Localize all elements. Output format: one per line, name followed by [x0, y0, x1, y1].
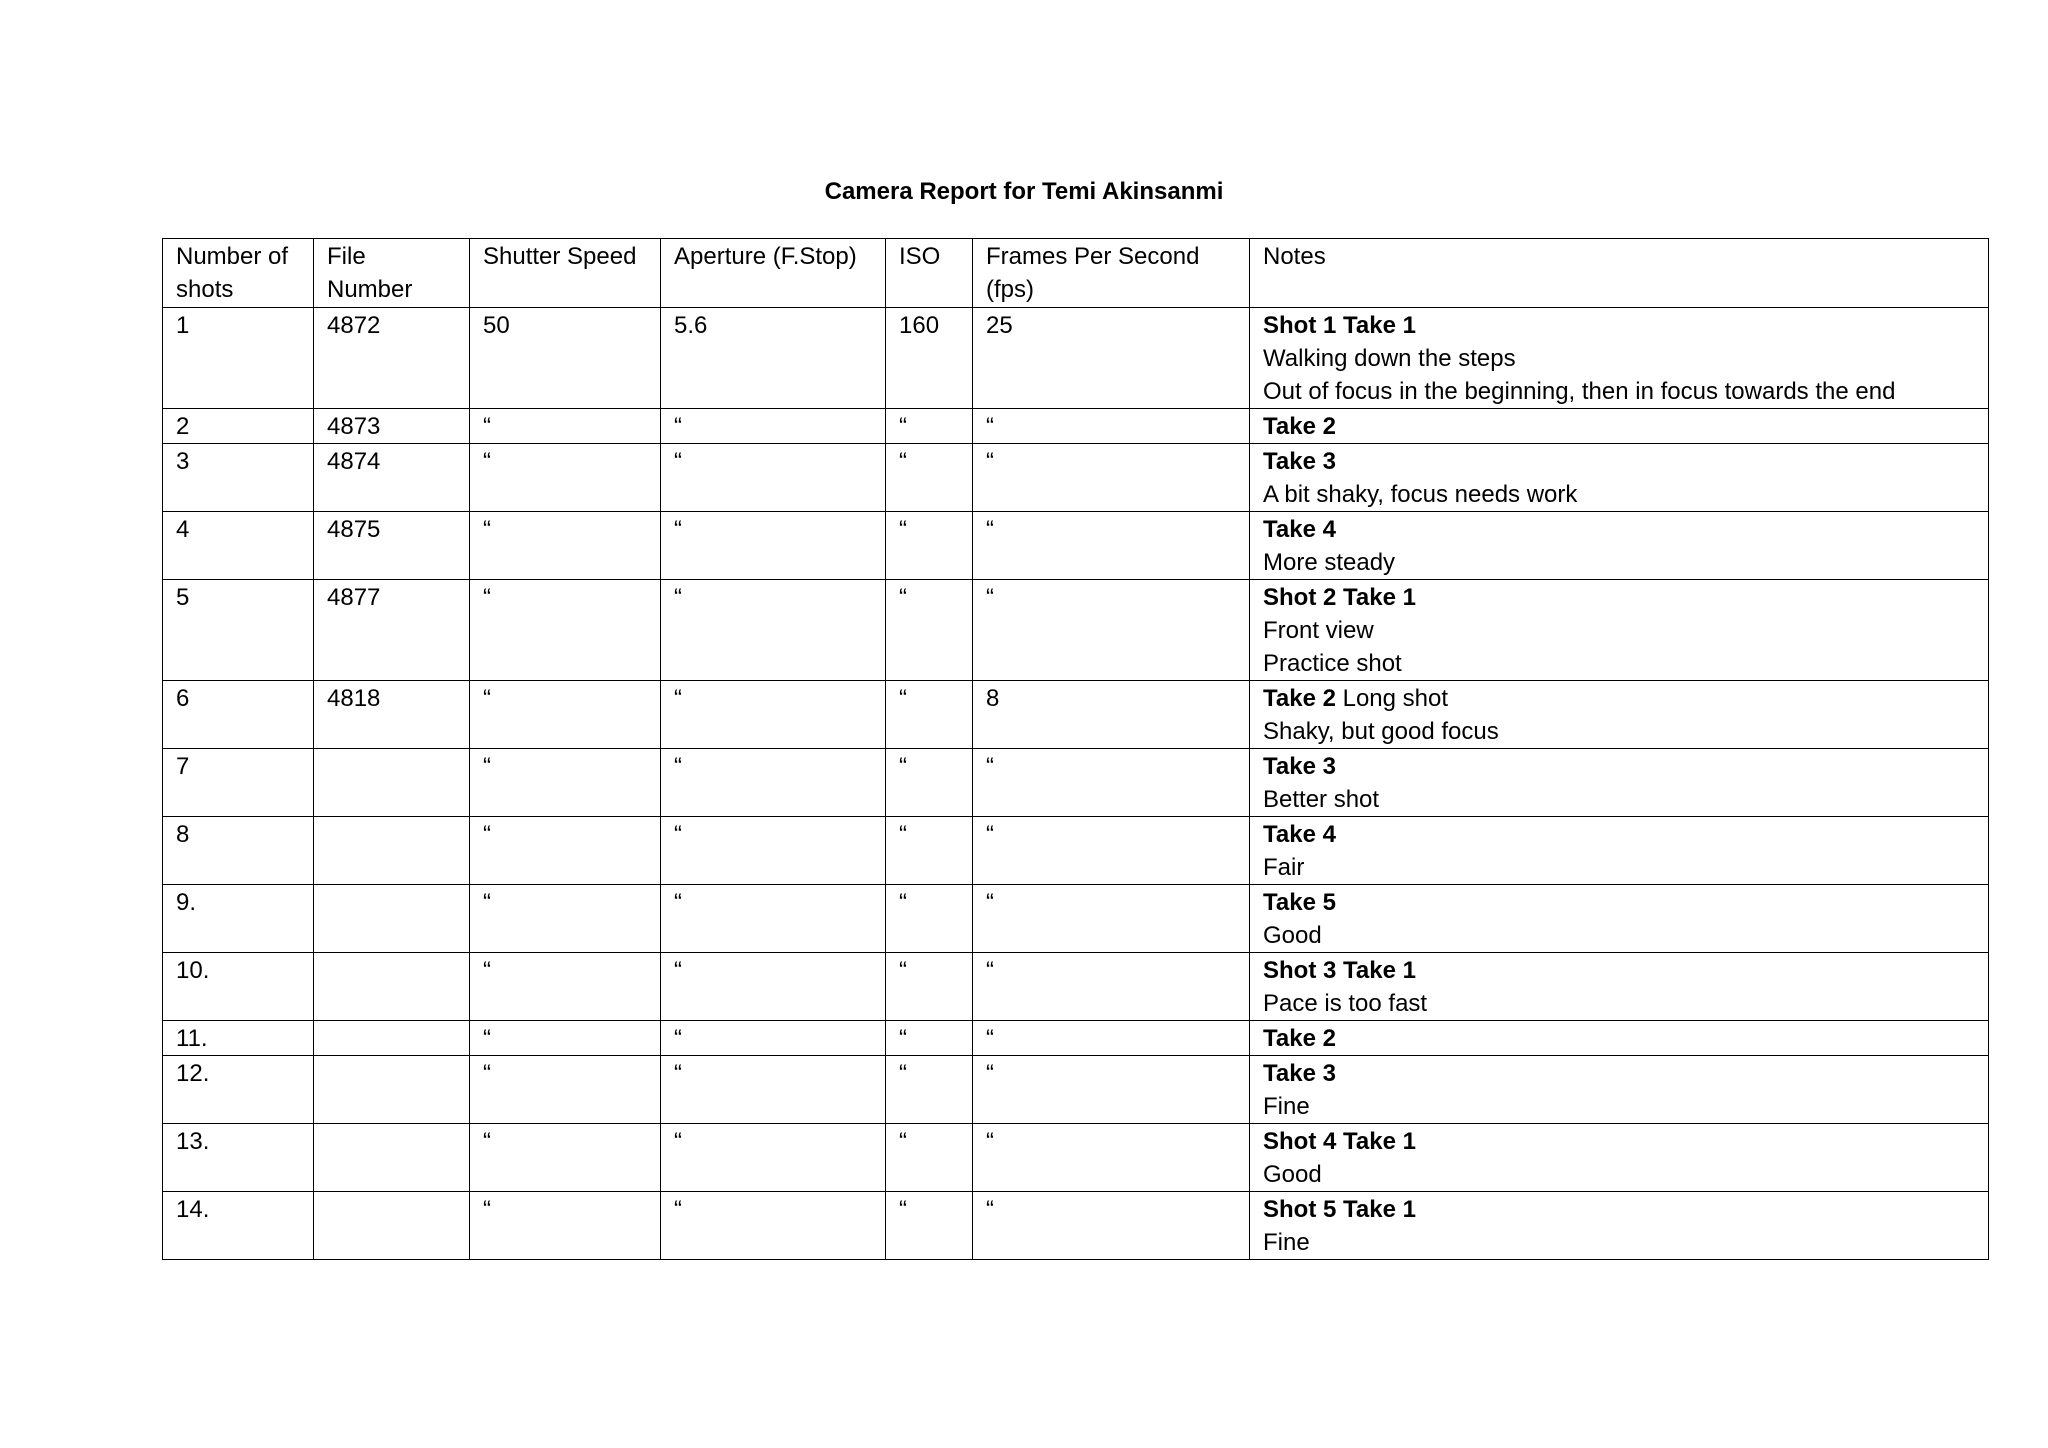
- note-take-line: [1263, 513, 1975, 546]
- note-text: Walking down the steps: [1263, 345, 1516, 372]
- note-text: Fair: [1263, 854, 1305, 881]
- cell-aperture: “: [661, 512, 886, 580]
- header-iso: ISO: [886, 239, 973, 308]
- note-text: Out of focus in the beginning, then in focus towards the end: [1263, 378, 1896, 405]
- table-row: [163, 885, 1989, 953]
- note-take-line: [1263, 750, 1975, 783]
- cell-file-number: [314, 885, 470, 953]
- cell-shot-number: 8: [163, 817, 314, 885]
- cell-iso: “: [886, 444, 973, 512]
- header-aperture: Aperture (F.Stop): [661, 239, 886, 308]
- note-text: A bit shaky, focus needs work: [1263, 481, 1578, 508]
- cell-file-number: 4875: [314, 512, 470, 580]
- cell-shutter-speed: “: [470, 512, 661, 580]
- note-take-label: Shot 5 Take 1: [1263, 1196, 1416, 1223]
- cell-fps: “: [973, 1056, 1250, 1124]
- note-take-line: [1263, 309, 1975, 342]
- header-fps: Frames Per Second (fps): [973, 239, 1250, 308]
- header-notes: Notes: [1250, 239, 1989, 308]
- note-take-line: [1263, 1022, 1975, 1055]
- note-take-label: Take 3: [1263, 1060, 1336, 1087]
- table-row: [163, 749, 1989, 817]
- note-take-label: Take 2: [1263, 413, 1336, 440]
- cell-file-number: [314, 817, 470, 885]
- cell-shot-number: 3: [163, 444, 314, 512]
- cell-fps: 8: [973, 681, 1250, 749]
- note-text: Fine: [1263, 1093, 1310, 1120]
- cell-iso: “: [886, 749, 973, 817]
- note-text: Good: [1263, 1161, 1322, 1188]
- cell-notes: [1250, 580, 1989, 681]
- cell-aperture: “: [661, 681, 886, 749]
- cell-file-number: [314, 1021, 470, 1056]
- cell-file-number: [314, 1124, 470, 1192]
- cell-fps: “: [973, 953, 1250, 1021]
- page-title: Camera Report for Temi Akinsanmi: [824, 178, 1224, 205]
- cell-aperture: 5.6: [661, 308, 886, 409]
- note-take-label: Take 4: [1263, 821, 1336, 848]
- table-row: [163, 1192, 1989, 1260]
- cell-shutter-speed: “: [470, 749, 661, 817]
- note-text: Front view: [1263, 617, 1374, 644]
- header-row: [163, 239, 1989, 308]
- cell-aperture: “: [661, 1021, 886, 1056]
- note-take-line: [1263, 445, 1975, 478]
- header-shutter-speed: Shutter Speed: [470, 239, 661, 308]
- cell-shutter-speed: “: [470, 885, 661, 953]
- note-take-line: [1263, 954, 1975, 987]
- cell-iso: “: [886, 580, 973, 681]
- cell-file-number: [314, 953, 470, 1021]
- note-take-line: [1263, 1125, 1975, 1158]
- cell-iso: “: [886, 409, 973, 444]
- cell-shot-number: 9.: [163, 885, 314, 953]
- note-take-line: [1263, 1057, 1975, 1090]
- note-take-label: Shot 3 Take 1: [1263, 957, 1416, 984]
- table-row: [163, 1021, 1989, 1056]
- cell-iso: 160: [886, 308, 973, 409]
- cell-iso: “: [886, 817, 973, 885]
- camera-report-table: [162, 238, 1989, 1260]
- cell-shot-number: 6: [163, 681, 314, 749]
- cell-shutter-speed: “: [470, 580, 661, 681]
- note-take-suffix: Long shot: [1335, 685, 1449, 712]
- cell-shutter-speed: 50: [470, 308, 661, 409]
- note-text: Better shot: [1263, 786, 1380, 813]
- cell-notes: [1250, 1021, 1989, 1056]
- cell-file-number: 4818: [314, 681, 470, 749]
- cell-shutter-speed: “: [470, 1056, 661, 1124]
- cell-shot-number: 7: [163, 749, 314, 817]
- cell-shot-number: 12.: [163, 1056, 314, 1124]
- cell-notes: [1250, 1192, 1989, 1260]
- cell-shutter-speed: “: [470, 1021, 661, 1056]
- note-take-label: Take 5: [1263, 889, 1336, 916]
- cell-notes: [1250, 885, 1989, 953]
- cell-shutter-speed: “: [470, 953, 661, 1021]
- cell-shot-number: 14.: [163, 1192, 314, 1260]
- cell-aperture: “: [661, 1192, 886, 1260]
- table-row: [163, 580, 1989, 681]
- cell-file-number: [314, 1192, 470, 1260]
- cell-aperture: “: [661, 817, 886, 885]
- cell-shutter-speed: “: [470, 681, 661, 749]
- cell-fps: “: [973, 1021, 1250, 1056]
- note-take-line: [1263, 581, 1975, 614]
- note-take-line: [1263, 410, 1975, 443]
- table-row: [163, 1056, 1989, 1124]
- cell-shutter-speed: “: [470, 1124, 661, 1192]
- cell-fps: “: [973, 1192, 1250, 1260]
- table-row: [163, 953, 1989, 1021]
- cell-notes: [1250, 681, 1989, 749]
- cell-fps: “: [973, 580, 1250, 681]
- cell-aperture: “: [661, 1056, 886, 1124]
- table-row: [163, 444, 1989, 512]
- cell-iso: “: [886, 1124, 973, 1192]
- cell-fps: “: [973, 885, 1250, 953]
- header-number-of-shots: Number of shots: [163, 239, 314, 308]
- cell-file-number: 4874: [314, 444, 470, 512]
- table-row: [163, 409, 1989, 444]
- cell-shot-number: 13.: [163, 1124, 314, 1192]
- note-take-line: [1263, 886, 1975, 919]
- note-take-line: [1263, 818, 1975, 851]
- note-take-label: Shot 2 Take 1: [1263, 584, 1416, 611]
- cell-shutter-speed: “: [470, 409, 661, 444]
- cell-iso: “: [886, 1192, 973, 1260]
- cell-shot-number: 10.: [163, 953, 314, 1021]
- cell-aperture: “: [661, 953, 886, 1021]
- cell-shot-number: 11.: [163, 1021, 314, 1056]
- note-take-label: Take 3: [1263, 448, 1336, 475]
- note-take-label: Shot 1 Take 1: [1263, 312, 1416, 339]
- cell-notes: [1250, 512, 1989, 580]
- table-row: [163, 512, 1989, 580]
- note-take-line: [1263, 1193, 1975, 1226]
- cell-file-number: 4877: [314, 580, 470, 681]
- cell-file-number: 4873: [314, 409, 470, 444]
- cell-aperture: “: [661, 749, 886, 817]
- cell-aperture: “: [661, 409, 886, 444]
- note-text: Fine: [1263, 1229, 1310, 1256]
- cell-fps: “: [973, 444, 1250, 512]
- cell-notes: [1250, 444, 1989, 512]
- note-take-label: Take 2: [1263, 685, 1336, 712]
- note-text: Good: [1263, 922, 1322, 949]
- table-row: [163, 681, 1989, 749]
- cell-notes: [1250, 749, 1989, 817]
- cell-fps: “: [973, 1124, 1250, 1192]
- table-row: [163, 817, 1989, 885]
- cell-shot-number: 1: [163, 308, 314, 409]
- cell-aperture: “: [661, 885, 886, 953]
- cell-shutter-speed: “: [470, 444, 661, 512]
- cell-file-number: 4872: [314, 308, 470, 409]
- header-file-number: File Number: [314, 239, 470, 308]
- table-row: [163, 1124, 1989, 1192]
- cell-iso: “: [886, 1021, 973, 1056]
- cell-notes: [1250, 1056, 1989, 1124]
- cell-fps: “: [973, 817, 1250, 885]
- cell-iso: “: [886, 885, 973, 953]
- note-text: Practice shot: [1263, 650, 1402, 677]
- cell-file-number: [314, 1056, 470, 1124]
- cell-iso: “: [886, 512, 973, 580]
- note-take-label: Take 2: [1263, 1025, 1336, 1052]
- cell-aperture: “: [661, 580, 886, 681]
- cell-notes: [1250, 953, 1989, 1021]
- note-text: Pace is too fast: [1263, 990, 1428, 1017]
- cell-aperture: “: [661, 1124, 886, 1192]
- cell-iso: “: [886, 953, 973, 1021]
- cell-fps: “: [973, 409, 1250, 444]
- cell-shutter-speed: “: [470, 817, 661, 885]
- cell-fps: “: [973, 512, 1250, 580]
- cell-aperture: “: [661, 444, 886, 512]
- note-take-label: Take 3: [1263, 753, 1336, 780]
- cell-notes: [1250, 308, 1989, 409]
- note-take-label: Take 4: [1263, 516, 1336, 543]
- cell-fps: 25: [973, 308, 1250, 409]
- table-body: [163, 308, 1989, 1260]
- cell-iso: “: [886, 681, 973, 749]
- cell-notes: [1250, 1124, 1989, 1192]
- cell-shot-number: 2: [163, 409, 314, 444]
- cell-notes: [1250, 409, 1989, 444]
- cell-shutter-speed: “: [470, 1192, 661, 1260]
- note-take-line: [1263, 682, 1975, 715]
- cell-fps: “: [973, 749, 1250, 817]
- table-row: [163, 308, 1989, 409]
- note-text: Shaky, but good focus: [1263, 718, 1499, 745]
- note-text: More steady: [1263, 549, 1396, 576]
- note-take-label: Shot 4 Take 1: [1263, 1128, 1416, 1155]
- cell-shot-number: 5: [163, 580, 314, 681]
- cell-file-number: [314, 749, 470, 817]
- cell-shot-number: 4: [163, 512, 314, 580]
- cell-notes: [1250, 817, 1989, 885]
- cell-iso: “: [886, 1056, 973, 1124]
